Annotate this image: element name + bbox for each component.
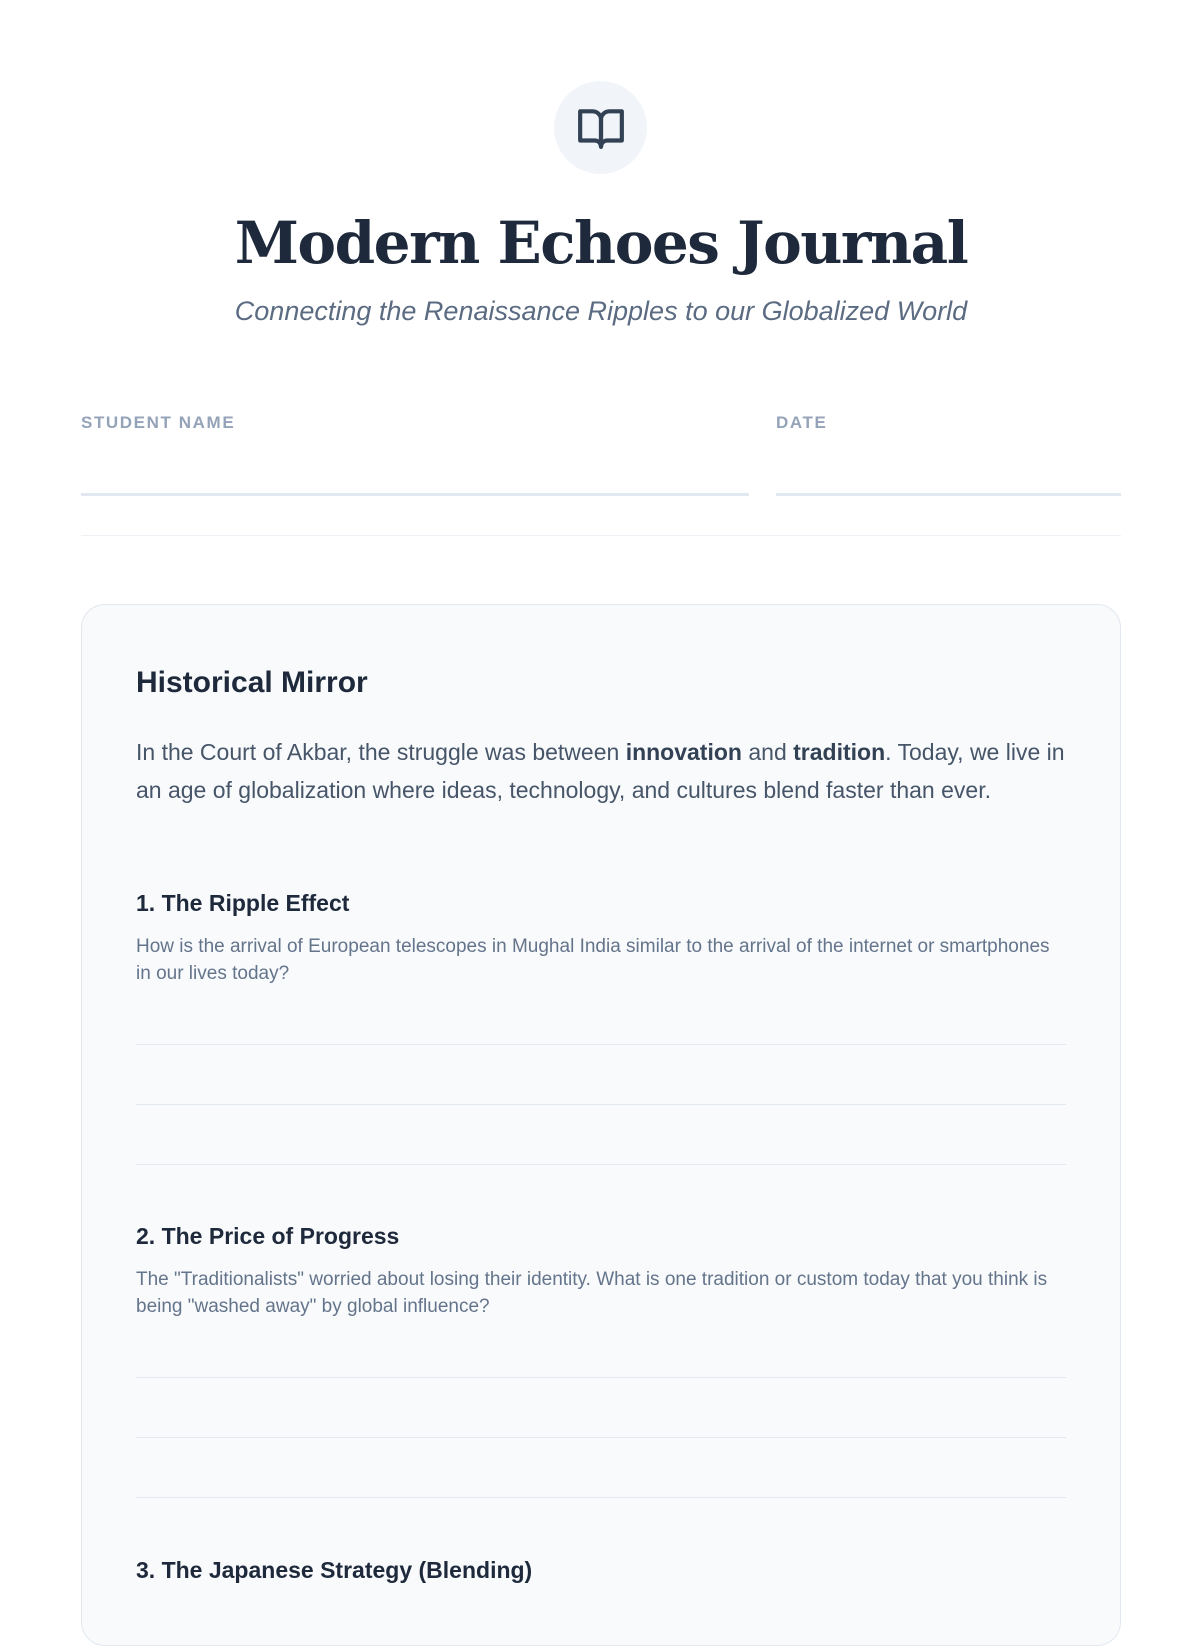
question-2-title: 2. The Price of Progress: [136, 1223, 400, 1249]
logo-badge: [554, 81, 647, 174]
question-1-title: 1. The Ripple Effect: [136, 890, 350, 916]
answer-line[interactable]: [136, 1044, 1066, 1045]
answer-line[interactable]: [136, 1437, 1066, 1438]
tradition-emphasis: tradition: [793, 739, 886, 765]
answer-line[interactable]: [136, 1497, 1066, 1498]
section-intro: In the Court of Akbar, the struggle was between innovation and tradition. Today, we live in an age of globalization where ideas, technology, and cultures blend faster than ever.: [136, 739, 1065, 803]
open-book-icon: [576, 103, 626, 153]
date-label: DATE: [776, 413, 828, 432]
header-divider: [81, 535, 1121, 536]
student-name-label: STUDENT NAME: [81, 413, 236, 432]
innovation-emphasis: innovation: [625, 739, 742, 765]
answer-line[interactable]: [136, 1104, 1066, 1105]
section-title: Historical Mirror: [136, 666, 368, 699]
page-title: Modern Echoes Journal: [234, 209, 968, 277]
page-subtitle: Connecting the Renaissance Ripples to our Globalized World: [234, 296, 968, 326]
answer-line[interactable]: [136, 1164, 1066, 1165]
question-2-prompt: The "Traditionalists" worried about losing their identity. What is one tradition or custom today that you think is being "washed away" by global influence?: [136, 1269, 1048, 1317]
question-1-prompt: How is the arrival of European telescopes in Mughal India similar to the arrival of the internet or smartphones in our lives today?: [136, 936, 1050, 984]
historical-mirror-card: [81, 604, 1121, 1646]
question-3-title: 3. The Japanese Strategy (Blending): [136, 1557, 533, 1583]
student-name-field[interactable]: [81, 493, 749, 496]
date-field[interactable]: [776, 493, 1121, 496]
answer-line[interactable]: [136, 1377, 1066, 1378]
